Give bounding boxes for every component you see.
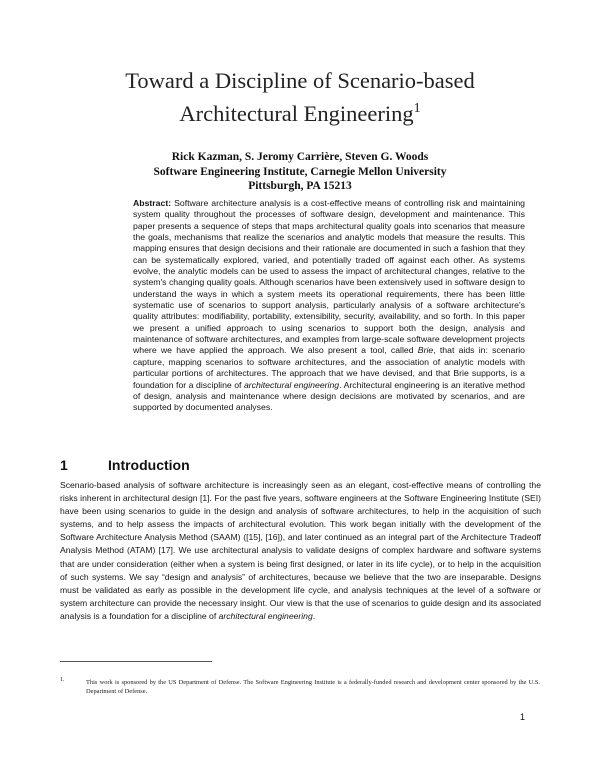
section-title: Introduction xyxy=(108,457,190,473)
intro-text-2: . xyxy=(312,610,316,621)
abstract-tool-name: Brie xyxy=(417,345,434,356)
footnote-number: 1. xyxy=(60,677,65,683)
footnote-text: This work is sponsored by the US Department of Defense. The Software Engineering Institute is a federally-funded research and development center sponsored by the U.S. Department of Defense. xyxy=(86,679,540,695)
abstract-label: Abstract: xyxy=(133,198,172,208)
footnote xyxy=(60,678,540,696)
title-footnote-mark: 1 xyxy=(413,101,421,116)
section-heading xyxy=(60,456,540,474)
abstract-text-1: Software architecture analysis is a cost-effective means of controlling risk and maintaining system quality throughout the processes of software design, development and maintenance. This paper presents a sequence of steps that maps architectural quality goals into scenarios that measure the goals, mechanisms that realize the scenarios and analytic models that measure the results. This mapping ensures that design decisions and their rationale are documented in such a fashion that they can be systematically explored, varied, and potentially traded off against each other. As systems evolve, the analytic models can be used to assess the impact of architectural changes, relative to the system's changing quality goals. Although scenarios have been extensively used in software design to understand the ways in which a system meets its operational requirements, there has been little systematic use of scenarios to support analysis, particularly analysis of a software architecture's quality attributes: modifiability, portability, extensibility, security, availability, and so forth. In this paper we present a unified approach to using scenarios to support both the design, analysis and maintenance of software architectures, and examples from large-scale software development projects where we have applied the approach. We also present a tool, called xyxy=(133,198,525,356)
title-line-2 xyxy=(60,97,540,130)
intro-emphasis: architectural engineering xyxy=(218,610,313,621)
intro-text-1: Scenario-based analysis of software architecture is increasingly seen as an elegant, cost-effective means of controlling the risks inherent in architectural design [1]. For the past five years, software engineers at the Software Engineering Institute (SEI) have been using scenarios to guide in the design and analysis of software architectures, to help in the acquisition of such systems, and to help assess the impacts of architectural evolution. This work began initially with the development of the Software Architecture Analysis Method (SAAM) ([15], [16]), and later continued as an integral part of the Architecture Tradeoff Analysis Method (ATAM) [17]. We use architectural analysis to validate designs of complex hardware and software systems that are under consideration (either when a system is being first designed, or later in its life cycle), or to help in the acquisition of such systems. We say “design and analysis” of architectures, because we believe that the two are inseparable. Designs must be validated as early as possible in the development life cycle, and analysis techniques at the level of a software or system architecture can provide the necessary insight. Our view is that the use of scenarios to guide design and its associated analysis is a foundation for a discipline of xyxy=(60,480,541,621)
abstract-text-2: , that aids in: scenario capture, mapping scenarios to software architectures, and the association of analytic models with particular portions of architectures. The approach that we have devised, and that Brie supports, is a foundation for a discipline of xyxy=(133,345,525,390)
abstract xyxy=(133,198,525,414)
intro-paragraph xyxy=(60,479,541,623)
title-line-1: Toward a Discipline of Scenario-based xyxy=(125,68,475,93)
abstract-emphasis: architectural engineering xyxy=(243,379,340,390)
author-block xyxy=(60,150,540,194)
footnote-divider xyxy=(60,661,212,662)
paper-title xyxy=(60,64,540,130)
abstract-text-3: . Architectural engineering is an iterative method of design, analysis and maintenance where design decisions are motivated by scenarios, and are supported by documented analyses. xyxy=(133,379,525,413)
authors: Rick Kazman, S. Jeromy Carrière, Steven G. Woods xyxy=(171,151,429,163)
section-number: 1 xyxy=(60,457,68,473)
title-line-2-text: Architectural Engineering xyxy=(179,101,414,126)
location: Pittsburgh, PA 15213 xyxy=(248,180,352,192)
page-number: 1 xyxy=(519,712,525,722)
affiliation: Software Engineering Institute, Carnegie Mellon University xyxy=(153,165,447,178)
